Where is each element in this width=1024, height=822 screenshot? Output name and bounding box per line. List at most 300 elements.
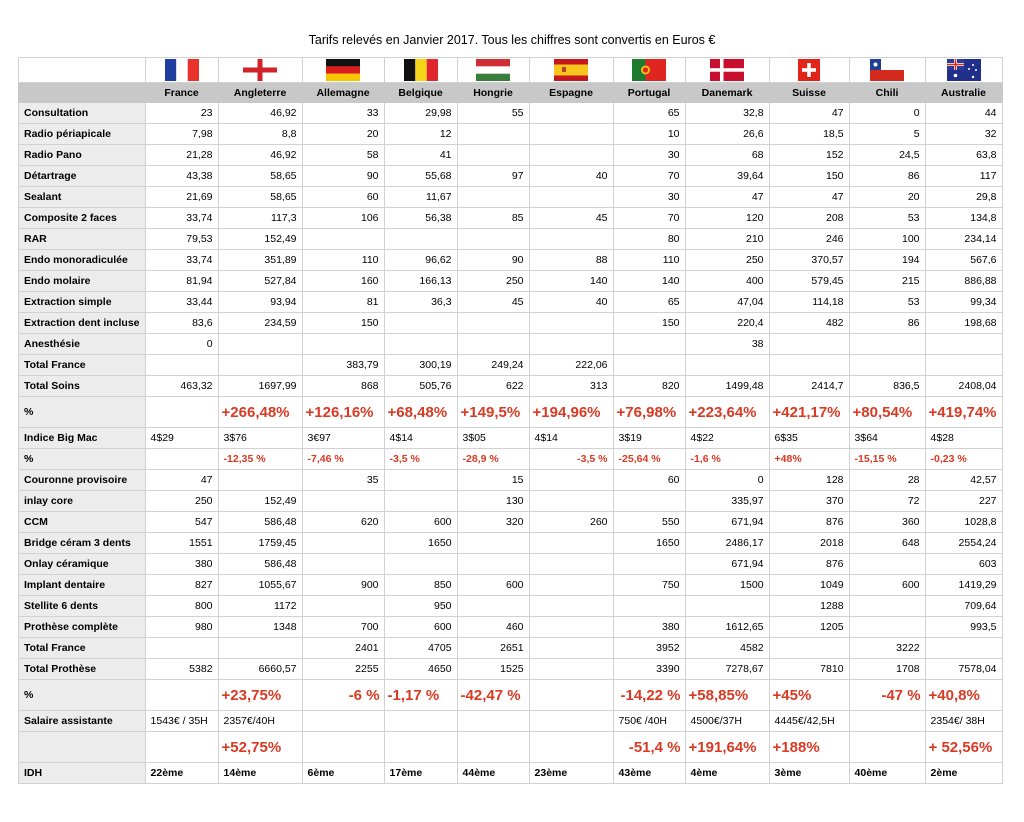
table-cell: 81,94 (145, 271, 218, 292)
table-cell: 1288 (769, 596, 849, 617)
table-cell: 1697,99 (218, 376, 302, 397)
table-cell: +80,54% (849, 397, 925, 428)
table-row (19, 166, 1003, 187)
table-cell: 4$22 (685, 428, 769, 449)
column-header: Hongrie (457, 83, 529, 103)
table-cell: -0,23 % (925, 449, 1002, 470)
flag-row (19, 58, 1003, 83)
table-cell (457, 145, 529, 166)
table-cell (769, 638, 849, 659)
table-cell: 140 (613, 271, 685, 292)
column-header: Suisse (769, 83, 849, 103)
table-cell: +191,64% (685, 732, 769, 763)
table-cell (925, 334, 1002, 355)
table-cell (384, 334, 457, 355)
table-cell: 33 (302, 103, 384, 124)
table-cell: 7810 (769, 659, 849, 680)
table-cell: 18,5 (769, 124, 849, 145)
table-cell: 46,92 (218, 145, 302, 166)
table-row (19, 533, 1003, 554)
flag-germany-icon (326, 59, 360, 81)
table-cell: 3952 (613, 638, 685, 659)
table-cell: -47 % (849, 680, 925, 711)
row-label: % (19, 680, 146, 711)
table-cell: 620 (302, 512, 384, 533)
table-row (19, 659, 1003, 680)
table-cell: 2018 (769, 533, 849, 554)
table-cell: 2255 (302, 659, 384, 680)
table-cell: 152,49 (218, 491, 302, 512)
flag-cell (145, 58, 218, 83)
flag-hungary-icon (476, 59, 510, 81)
table-cell: 648 (849, 533, 925, 554)
table-cell (529, 638, 613, 659)
table-cell: 4500€/37H (685, 711, 769, 732)
table-cell: -1,6 % (685, 449, 769, 470)
table-cell: 1172 (218, 596, 302, 617)
table-cell: 90 (302, 166, 384, 187)
column-header: Belgique (384, 83, 457, 103)
table-cell: 249,24 (457, 355, 529, 376)
table-cell (685, 596, 769, 617)
flag-cell (218, 58, 302, 83)
column-header: Danemark (685, 83, 769, 103)
table-row (19, 103, 1003, 124)
table-cell: 29,8 (925, 187, 1002, 208)
table-cell: 600 (457, 575, 529, 596)
table-cell: 0 (685, 470, 769, 491)
table-cell: -15,15 % (849, 449, 925, 470)
table-cell: 2554,24 (925, 533, 1002, 554)
table-cell: 3€97 (302, 428, 384, 449)
table-cell: 1499,48 (685, 376, 769, 397)
table-cell: 547 (145, 512, 218, 533)
table-cell: 39,64 (685, 166, 769, 187)
row-label: % (19, 397, 146, 428)
table-cell: 28 (849, 470, 925, 491)
table-cell: -25,64 % (613, 449, 685, 470)
column-header: Angleterre (218, 83, 302, 103)
flag-chile-icon (870, 59, 904, 81)
table-cell: 2401 (302, 638, 384, 659)
table-cell: 4650 (384, 659, 457, 680)
table-cell: +58,85% (685, 680, 769, 711)
table-cell (145, 355, 218, 376)
table-cell: 4582 (685, 638, 769, 659)
table-cell: 6660,57 (218, 659, 302, 680)
table-cell: -6 % (302, 680, 384, 711)
table-cell: +23,75% (218, 680, 302, 711)
table-cell (145, 449, 218, 470)
table-cell: 709,64 (925, 596, 1002, 617)
row-label: Indice Big Mac (19, 428, 146, 449)
flag-cell (457, 58, 529, 83)
table-cell: 4ème (685, 763, 769, 784)
flag-cell (769, 58, 849, 83)
table-cell: +149,5% (457, 397, 529, 428)
table-cell: 320 (457, 512, 529, 533)
row-label: Total Prothèse (19, 659, 146, 680)
table-cell: 1028,8 (925, 512, 1002, 533)
table-row (19, 313, 1003, 334)
table-cell (457, 313, 529, 334)
table-cell: 360 (849, 512, 925, 533)
flag-cell (849, 58, 925, 83)
table-cell (613, 491, 685, 512)
table-cell: 47 (769, 187, 849, 208)
table-cell: 671,94 (685, 512, 769, 533)
table-cell: 88 (529, 250, 613, 271)
table-cell: 97 (457, 166, 529, 187)
table-cell (849, 732, 925, 763)
table-cell: 40 (529, 166, 613, 187)
row-label: Salaire assistante (19, 711, 146, 732)
table-cell (769, 355, 849, 376)
table-row (19, 596, 1003, 617)
table-cell: 70 (613, 166, 685, 187)
table-cell (384, 491, 457, 512)
table-cell (457, 711, 529, 732)
column-header: Australie (925, 83, 1002, 103)
table-cell (529, 533, 613, 554)
row-label: Extraction simple (19, 292, 146, 313)
table-cell: 1551 (145, 533, 218, 554)
table-cell: 43ème (613, 763, 685, 784)
table-cell: 220,4 (685, 313, 769, 334)
table-cell: 43,38 (145, 166, 218, 187)
table-cell: +68,48% (384, 397, 457, 428)
table-cell: 80 (613, 229, 685, 250)
table-cell: 2354€/ 38H (925, 711, 1002, 732)
flag-england-icon (243, 59, 277, 81)
flag-australia-icon (947, 59, 981, 81)
table-row (19, 292, 1003, 313)
table-row (19, 554, 1003, 575)
table-cell: 68 (685, 145, 769, 166)
table-cell: 820 (613, 376, 685, 397)
table-cell: 380 (613, 617, 685, 638)
table-cell: 41 (384, 145, 457, 166)
table-cell: 463,32 (145, 376, 218, 397)
table-cell (145, 732, 218, 763)
row-label: Extraction dent incluse (19, 313, 146, 334)
table-cell: 7278,67 (685, 659, 769, 680)
table-cell: 482 (769, 313, 849, 334)
table-row (19, 428, 1003, 449)
flag-spain-icon (554, 59, 588, 81)
table-cell: 600 (849, 575, 925, 596)
table-cell: 876 (769, 512, 849, 533)
table-cell (529, 617, 613, 638)
table-cell: 2357€/40H (218, 711, 302, 732)
row-label: Consultation (19, 103, 146, 124)
table-cell: 47 (145, 470, 218, 491)
table-cell: 110 (613, 250, 685, 271)
table-cell: 370,57 (769, 250, 849, 271)
row-label: Radio Pano (19, 145, 146, 166)
flag-denmark-icon (710, 59, 744, 81)
table-cell: +126,16% (302, 397, 384, 428)
table-cell: +40,8% (925, 680, 1002, 711)
table-cell (457, 334, 529, 355)
table-cell: 3222 (849, 638, 925, 659)
table-cell: 8,8 (218, 124, 302, 145)
table-cell: 1650 (613, 533, 685, 554)
table-cell: +194,96% (529, 397, 613, 428)
table-cell: 58 (302, 145, 384, 166)
table-cell (613, 355, 685, 376)
table-cell (613, 334, 685, 355)
table-cell: 60 (302, 187, 384, 208)
table-cell: 152,49 (218, 229, 302, 250)
row-label: Radio périapicale (19, 124, 146, 145)
table-cell: 55,68 (384, 166, 457, 187)
table-row (19, 376, 1003, 397)
table-cell: 114,18 (769, 292, 849, 313)
table-cell (849, 355, 925, 376)
table-row (19, 470, 1003, 491)
table-cell: 150 (613, 313, 685, 334)
table-cell: 6$35 (769, 428, 849, 449)
table-cell: 1543€ / 35H (145, 711, 218, 732)
table-cell (384, 554, 457, 575)
table-cell: 1708 (849, 659, 925, 680)
table-cell: 400 (685, 271, 769, 292)
table-cell: 300,19 (384, 355, 457, 376)
table-cell: 2ème (925, 763, 1002, 784)
table-cell (218, 470, 302, 491)
table-cell: 15 (457, 470, 529, 491)
table-cell (457, 732, 529, 763)
table-cell: 351,89 (218, 250, 302, 271)
table-cell: 4$29 (145, 428, 218, 449)
table-cell: 750€ /40H (613, 711, 685, 732)
table-cell (529, 554, 613, 575)
table-cell: 1348 (218, 617, 302, 638)
row-label: Détartrage (19, 166, 146, 187)
table-cell: 32 (925, 124, 1002, 145)
table-cell: + 52,56% (925, 732, 1002, 763)
table-cell: +76,98% (613, 397, 685, 428)
table-cell (302, 554, 384, 575)
table-row (19, 334, 1003, 355)
table-cell: 120 (685, 208, 769, 229)
table-cell: 950 (384, 596, 457, 617)
table-cell: 7578,04 (925, 659, 1002, 680)
table-cell: 110 (302, 250, 384, 271)
table-cell: 117 (925, 166, 1002, 187)
table-cell: 46,92 (218, 103, 302, 124)
table-cell: 81 (302, 292, 384, 313)
table-cell: 260 (529, 512, 613, 533)
table-cell: 505,76 (384, 376, 457, 397)
table-cell: +188% (769, 732, 849, 763)
corner-cell (19, 58, 146, 83)
table-cell: 234,59 (218, 313, 302, 334)
table-cell: 20 (849, 187, 925, 208)
table-row (19, 250, 1003, 271)
table-cell: +52,75% (218, 732, 302, 763)
table-cell: 579,45 (769, 271, 849, 292)
table-cell: 23ème (529, 763, 613, 784)
row-label: RAR (19, 229, 146, 250)
table-cell (849, 554, 925, 575)
table-cell: 227 (925, 491, 1002, 512)
table-cell: 21,28 (145, 145, 218, 166)
header-row (19, 83, 1003, 103)
table-cell: 33,44 (145, 292, 218, 313)
table-cell: 150 (769, 166, 849, 187)
table-cell: -14,22 % (613, 680, 685, 711)
table-cell (145, 397, 218, 428)
table-cell: 30 (613, 187, 685, 208)
table-cell (849, 334, 925, 355)
table-cell: 3ème (769, 763, 849, 784)
table-cell: 55 (457, 103, 529, 124)
table-cell: 53 (849, 292, 925, 313)
table-cell: 586,48 (218, 512, 302, 533)
table-cell: 215 (849, 271, 925, 292)
table-cell: 29,98 (384, 103, 457, 124)
table-cell: 60 (613, 470, 685, 491)
row-label: Implant dentaire (19, 575, 146, 596)
table-row (19, 271, 1003, 292)
table-cell: 150 (302, 313, 384, 334)
table-cell: 86 (849, 313, 925, 334)
table-cell: 850 (384, 575, 457, 596)
table-cell: 24,5 (849, 145, 925, 166)
table-cell (302, 229, 384, 250)
table-cell: 210 (685, 229, 769, 250)
table-cell: 106 (302, 208, 384, 229)
flag-belgium-icon (404, 59, 438, 81)
table-cell: +45% (769, 680, 849, 711)
table-row (19, 763, 1003, 784)
column-header: Portugal (613, 83, 685, 103)
table-cell: 900 (302, 575, 384, 596)
table-cell (457, 554, 529, 575)
table-cell: 313 (529, 376, 613, 397)
table-cell: 44 (925, 103, 1002, 124)
table-cell (302, 596, 384, 617)
table-row (19, 145, 1003, 166)
table-cell: 85 (457, 208, 529, 229)
table-cell (302, 711, 384, 732)
table-cell: 1049 (769, 575, 849, 596)
table-cell: 380 (145, 554, 218, 575)
table-cell: 47 (685, 187, 769, 208)
table-cell: 26,6 (685, 124, 769, 145)
table-cell: 980 (145, 617, 218, 638)
table-cell (529, 124, 613, 145)
table-cell: 58,65 (218, 187, 302, 208)
row-label: Couronne provisoire (19, 470, 146, 491)
table-cell: 36,3 (384, 292, 457, 313)
flag-cell (685, 58, 769, 83)
table-cell (302, 334, 384, 355)
table-cell: 550 (613, 512, 685, 533)
table-cell: 1055,67 (218, 575, 302, 596)
table-cell (218, 355, 302, 376)
row-label: Bridge céram 3 dents (19, 533, 146, 554)
table-cell (613, 596, 685, 617)
table-cell: 600 (384, 512, 457, 533)
table-cell: 35 (302, 470, 384, 491)
table-cell (849, 596, 925, 617)
table-cell: 99,34 (925, 292, 1002, 313)
table-cell: 0 (849, 103, 925, 124)
table-cell: 65 (613, 103, 685, 124)
table-row (19, 355, 1003, 376)
table-cell: 460 (457, 617, 529, 638)
table-cell (302, 533, 384, 554)
table-cell: 4445€/42,5H (769, 711, 849, 732)
row-label (19, 732, 146, 763)
header-corner (19, 83, 146, 103)
table-cell (457, 596, 529, 617)
table-cell (384, 711, 457, 732)
table-cell (529, 145, 613, 166)
table-row (19, 638, 1003, 659)
table-cell (529, 187, 613, 208)
table-cell: 32,8 (685, 103, 769, 124)
table-cell: 198,68 (925, 313, 1002, 334)
table-cell: 234,14 (925, 229, 1002, 250)
row-label: Anesthésie (19, 334, 146, 355)
row-label: Total France (19, 638, 146, 659)
table-cell: 7,98 (145, 124, 218, 145)
table-cell: 42,57 (925, 470, 1002, 491)
table-cell: 20 (302, 124, 384, 145)
row-label: inlay core (19, 491, 146, 512)
table-cell: 128 (769, 470, 849, 491)
table-cell: 1500 (685, 575, 769, 596)
column-header: Allemagne (302, 83, 384, 103)
table-cell: -51,4 % (613, 732, 685, 763)
row-label: Sealant (19, 187, 146, 208)
table-row (19, 491, 1003, 512)
table-cell: +421,17% (769, 397, 849, 428)
row-label: IDH (19, 763, 146, 784)
table-cell (529, 229, 613, 250)
table-cell: 622 (457, 376, 529, 397)
table-cell: 993,5 (925, 617, 1002, 638)
table-cell: 21,69 (145, 187, 218, 208)
table-cell: 79,53 (145, 229, 218, 250)
table-cell: 22ème (145, 763, 218, 784)
table-cell (529, 103, 613, 124)
table-cell (529, 596, 613, 617)
table-cell (529, 470, 613, 491)
table-cell: 370 (769, 491, 849, 512)
table-cell (457, 229, 529, 250)
table-cell: 700 (302, 617, 384, 638)
table-cell: 40 (529, 292, 613, 313)
table-cell: 3$19 (613, 428, 685, 449)
table-cell: 1650 (384, 533, 457, 554)
table-cell: -28,9 % (457, 449, 529, 470)
table-cell: 83,6 (145, 313, 218, 334)
table-cell (849, 711, 925, 732)
table-cell (529, 680, 613, 711)
table-cell: 30 (613, 145, 685, 166)
table-cell: 208 (769, 208, 849, 229)
table-cell: 1419,29 (925, 575, 1002, 596)
table-row (19, 229, 1003, 250)
table-cell: 23 (145, 103, 218, 124)
table-cell: 886,88 (925, 271, 1002, 292)
table-cell: 876 (769, 554, 849, 575)
